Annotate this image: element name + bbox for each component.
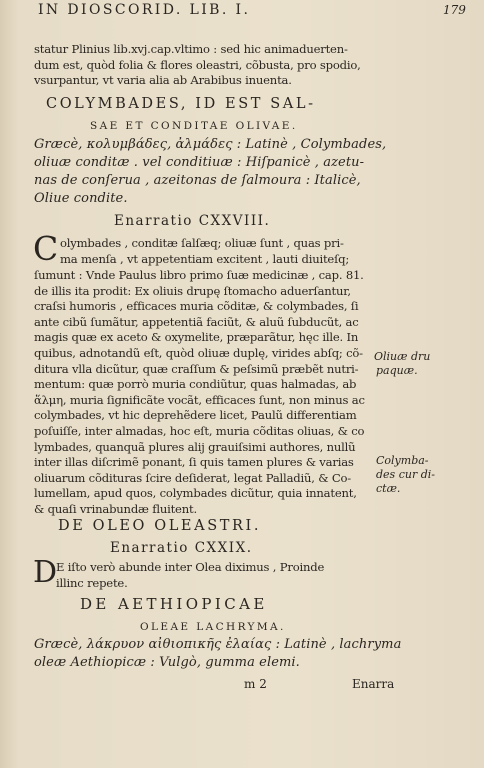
text-line: olymbades , conditæ ſalſæq; oliuæ ſunt , quas pri-: [60, 236, 344, 250]
text-line: ante cibũ ſumãtur, appetentiã faciũt, & aluũ ſubducũt, ac: [34, 314, 359, 329]
section-heading-colymbades: [46, 94, 316, 115]
section-heading-oleo-oleastri: [58, 516, 261, 537]
enarratio-heading-129: [110, 538, 253, 558]
text-line: de illis ita prodit: Ex oliuis drupę ſtomacho aduerſantur,: [34, 283, 351, 298]
margin-line: ctæ.: [376, 482, 401, 495]
section-heading-aethiopicae-2: [140, 618, 286, 636]
section-heading-colymbades-2: [90, 117, 298, 135]
text-line: magis quæ ex aceto & oxymelite, præparãtur, hęc ille. In: [34, 330, 359, 345]
text-line: mentum: quæ porrò muria condiũtur, quas halmadas, ab: [34, 377, 357, 392]
text-line: oliuarum cõdituras ſcire deſiderat, legat Palladiũ, & Co-: [34, 470, 352, 485]
heading-line: SAE ET CONDITAE OLIVAE.: [90, 120, 298, 132]
drop-cap-d: D: [33, 555, 58, 590]
enarratio-title: Enarratio CXXVIII.: [114, 213, 271, 229]
enarratio-title: Enarratio CXXIX.: [110, 540, 253, 556]
heading-line: OLEAE LACHRYMA.: [140, 621, 286, 633]
margin-line: paquæ.: [376, 364, 418, 377]
text-line: craſsi humoris , efficaces muria cõditæ, & colymbades, ſi: [34, 299, 359, 314]
text-line: lumellam, apud quos, colymbades dicũtur, quia innatent,: [34, 486, 357, 501]
text-line: dum est, quòd folia & flores oleastri, cõbusta, pro spodio,: [34, 57, 361, 72]
commentary-paragraph: [34, 268, 365, 518]
text-line: ſumunt : Vnde Paulus libro primo ſuæ medicinæ , cap. 81.: [34, 268, 364, 282]
heading-line: COLYMBADES, ID EST SAL-: [46, 96, 316, 112]
page-number: 179: [443, 3, 466, 17]
margin-note-oliuae: [374, 350, 430, 378]
indented-lines: [60, 236, 349, 267]
margin-line: Oliuæ dru: [374, 350, 431, 363]
text-line: lymbades, quanquã plures alij grauiſsimi authores, nullũ: [34, 439, 356, 454]
synonym-line: oleæ Aethiopicæ : Vulgò, gumma elemi.: [34, 655, 300, 670]
margin-line: des cur di-: [376, 468, 435, 481]
running-header: IN DIOSCORID. LIB. I.: [38, 2, 251, 18]
synonym-line: oliuæ conditæ . vel conditiuæ : Hiſpanicè , azetu-: [34, 155, 365, 170]
synonym-line: Græcè, λάκρυον αἰθιοπικῆς ἐλαίας : Latinè , lachryma: [34, 637, 402, 652]
synonyms-block: [34, 136, 386, 208]
text-line: E iſto verò abunde inter Olea diximus , Proinde: [56, 560, 325, 574]
text-line: vsurpantur, vt varia alia ab Arabibus inuenta.: [34, 73, 292, 88]
opening-paragraph: [34, 42, 361, 89]
text-line: inter illas diſcrimẽ ponant, ſi quis tamen plures & varias: [34, 455, 354, 470]
text-line: illinc repete.: [56, 575, 128, 590]
text-line: & quaſi vrinabundæ fluitent.: [34, 501, 197, 516]
text-line: ma menſa , vt appetentiam excitent , lauti diuiteſq;: [60, 251, 350, 266]
oleastri-paragraph: [56, 560, 324, 591]
aethiopicae-synonyms: [34, 636, 401, 672]
text-line: poſuiſſe, inter almadas, hoc eſt, muria cõditas oliuas, & co: [34, 423, 365, 438]
heading-line: DE OLEO OLEASTRI.: [58, 518, 262, 534]
text-line: ἅλμη, muria ſignificãte vocãt, efficaces ſunt, non minus ac: [34, 392, 365, 407]
signature-mark: m 2: [244, 677, 267, 691]
heading-line: DE AETHIOPICAE: [80, 595, 268, 613]
text-line: colymbades, vt hic deprehẽdere licet, Paulũ differentiam: [34, 408, 357, 423]
text-line: ditura vlla dicũtur, quæ craſſum & peſsimũ præbẽt nutri-: [34, 361, 359, 376]
margin-note-colymbades: [376, 454, 435, 496]
drop-cap-c: C: [33, 229, 59, 268]
enarratio-heading-128: [114, 211, 270, 231]
catchword: Enarra: [352, 677, 395, 691]
synonym-line: nas de conſerua , azeitonas de ſalmoura : Italicè,: [34, 173, 361, 188]
section-heading-aethiopicae: [80, 594, 268, 615]
margin-line: Colymba-: [376, 454, 429, 467]
text-line: statur Plinius lib.xvj.cap.vltimo : sed hic animaduerten-: [34, 42, 348, 56]
synonym-line: Oliue condite.: [34, 191, 128, 206]
synonym-line: Græcè, κολυμβάδες, ἀλμάδες : Latinè , Colymbades,: [34, 137, 387, 152]
text-line: quibus, adnotandũ eſt, quòd oliuæ duplę, virides abſq; cõ-: [34, 345, 363, 360]
